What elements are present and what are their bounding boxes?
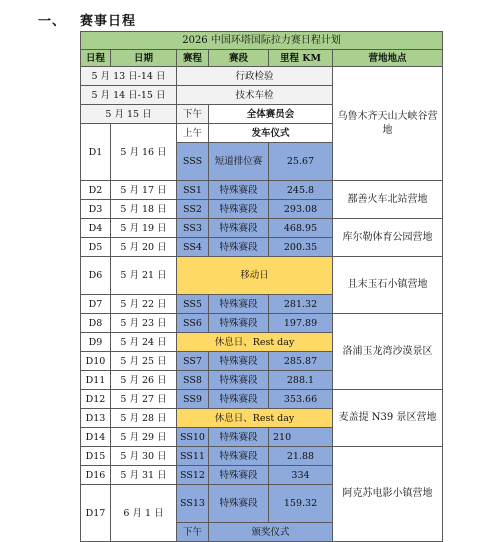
award-ceremony-cell: 颁奖仪式 xyxy=(209,523,333,542)
stage-cell: SSS xyxy=(177,143,209,181)
move-day-cell: 移动日 xyxy=(177,257,333,295)
event-cell: 全体赛员会 xyxy=(209,105,333,124)
km-cell: 21.88 xyxy=(269,447,333,466)
day-cell: D13 xyxy=(81,409,111,428)
km-cell: 200.35 xyxy=(269,238,333,257)
km-cell: 25.67 xyxy=(269,143,333,181)
camp-cell: 且末玉石小镇营地 xyxy=(333,257,443,314)
camp-cell: 库尔勒体育公园营地 xyxy=(333,219,443,257)
type-cell: 特殊赛段 xyxy=(209,295,269,314)
type-cell: 短道排位赛 xyxy=(209,143,269,181)
km-cell: 197.89 xyxy=(269,314,333,333)
section-number: 一、 xyxy=(38,14,67,29)
date-cell: 5 月 30 日 xyxy=(111,447,177,466)
camp-cell: 洛浦玉龙湾沙漠景区 xyxy=(333,314,443,390)
type-cell: 特殊赛段 xyxy=(209,352,269,371)
day-cell: D14 xyxy=(81,428,111,447)
date-cell: 5 月 21 日 xyxy=(111,257,177,295)
stage-cell: SS1 xyxy=(177,181,209,200)
date-cell: 5 月 18 日 xyxy=(111,200,177,219)
stage-cell: SS8 xyxy=(177,371,209,390)
type-cell: 特殊赛段 xyxy=(209,200,269,219)
col-header-camp: 营地地点 xyxy=(333,50,443,67)
type-cell: 特殊赛段 xyxy=(209,485,269,523)
stage-cell: SS5 xyxy=(177,295,209,314)
col-header-km: 里程 KM xyxy=(269,50,333,67)
table-header-row xyxy=(81,50,443,67)
date-cell: 5 月 27 日 xyxy=(111,390,177,409)
col-header-date: 日期 xyxy=(111,50,177,67)
stage-cell: SS2 xyxy=(177,200,209,219)
table-row xyxy=(81,257,443,276)
day-cell: D8 xyxy=(81,314,111,333)
table-row xyxy=(81,181,443,200)
time-cell: 下午 xyxy=(177,523,209,542)
col-header-day: 日程 xyxy=(81,50,111,67)
day-cell: D7 xyxy=(81,295,111,314)
event-cell: 技术车检 xyxy=(177,86,333,105)
date-cell: 5 月 26 日 xyxy=(111,371,177,390)
date-cell: 5 月 24 日 xyxy=(111,333,177,352)
day-cell: D15 xyxy=(81,447,111,466)
date-cell: 5 月 15 日 xyxy=(81,105,177,124)
type-cell: 特殊赛段 xyxy=(209,390,269,409)
day-cell: D12 xyxy=(81,390,111,409)
km-cell: 281.32 xyxy=(269,295,333,314)
day-cell: D2 xyxy=(81,181,111,200)
table-row xyxy=(81,67,443,86)
type-cell: 特殊赛段 xyxy=(209,466,269,485)
date-cell: 5 月 28 日 xyxy=(111,409,177,428)
km-cell: 293.08 xyxy=(269,200,333,219)
type-cell: 特殊赛段 xyxy=(209,238,269,257)
camp-cell: 乌鲁木齐天山大峡谷营地 xyxy=(333,67,443,181)
camp-cell: 阿克苏电影小镇营地 xyxy=(333,447,443,542)
date-cell: 5 月 22 日 xyxy=(111,295,177,314)
type-cell: 特殊赛段 xyxy=(209,219,269,238)
km-cell: 159.32 xyxy=(269,485,333,523)
day-cell: D16 xyxy=(81,466,111,485)
rest-day-cell: 休息日、Rest day xyxy=(177,333,333,352)
type-cell: 特殊赛段 xyxy=(209,314,269,333)
date-cell: 5 月 29 日 xyxy=(111,428,177,447)
type-cell: 特殊赛段 xyxy=(209,428,269,447)
date-cell: 5 月 20 日 xyxy=(111,238,177,257)
km-cell: 285.87 xyxy=(269,352,333,371)
day-cell: D9 xyxy=(81,333,111,352)
day-cell: D1 xyxy=(81,124,111,181)
section-title: 赛事日程 xyxy=(80,14,137,29)
km-cell: 245.8 xyxy=(269,181,333,200)
time-cell: 上午 xyxy=(177,124,209,143)
time-cell: 下午 xyxy=(177,105,209,124)
event-cell: 发车仪式 xyxy=(209,124,333,143)
day-cell: D10 xyxy=(81,352,111,371)
stage-cell: SS7 xyxy=(177,352,209,371)
camp-cell: 麦盖提 N39 景区营地 xyxy=(333,390,443,447)
day-cell: D4 xyxy=(81,219,111,238)
date-cell: 5 月 13 日-14 日 xyxy=(81,67,177,86)
km-cell: 468.95 xyxy=(269,219,333,238)
date-cell: 5 月 19 日 xyxy=(111,219,177,238)
stage-cell: SS3 xyxy=(177,219,209,238)
col-header-stage: 赛段 xyxy=(209,50,269,67)
table-row xyxy=(81,390,443,409)
table-title: 2026 中国环塔国际拉力赛日程计划 xyxy=(81,32,443,50)
km-cell: 334 xyxy=(269,466,333,485)
day-cell: D6 xyxy=(81,257,111,295)
stage-cell: SS10 xyxy=(177,428,209,447)
date-cell: 5 月 25 日 xyxy=(111,352,177,371)
date-cell: 5 月 17 日 xyxy=(111,181,177,200)
stage-cell: SS12 xyxy=(177,466,209,485)
table-row xyxy=(81,314,443,333)
type-cell: 特殊赛段 xyxy=(209,371,269,390)
day-cell: D5 xyxy=(81,238,111,257)
rest-day-cell: 休息日、Rest day xyxy=(177,409,333,428)
stage-cell: SS6 xyxy=(177,314,209,333)
km-cell: 288.1 xyxy=(269,371,333,390)
schedule-table xyxy=(80,31,443,542)
date-cell: 6 月 1 日 xyxy=(111,485,177,542)
stage-cell: SS13 xyxy=(177,485,209,523)
table-row xyxy=(81,219,443,238)
date-cell: 5 月 14 日-15 日 xyxy=(81,86,177,105)
date-cell: 5 月 31 日 xyxy=(111,466,177,485)
camp-cell: 鄯善火车北站营地 xyxy=(333,181,443,219)
type-cell: 特殊赛段 xyxy=(209,181,269,200)
table-row xyxy=(81,447,443,466)
km-cell: 210 xyxy=(269,428,333,447)
type-cell: 特殊赛段 xyxy=(209,447,269,466)
date-cell: 5 月 23 日 xyxy=(111,314,177,333)
stage-cell: SS4 xyxy=(177,238,209,257)
stage-cell: SS11 xyxy=(177,447,209,466)
table-title-row xyxy=(81,32,443,50)
km-cell: 353.66 xyxy=(269,390,333,409)
date-cell: 5 月 16 日 xyxy=(111,124,177,181)
day-cell: D17 xyxy=(81,485,111,542)
day-cell: D3 xyxy=(81,200,111,219)
day-cell: D11 xyxy=(81,371,111,390)
event-cell: 行政检验 xyxy=(177,67,333,86)
stage-cell: SS9 xyxy=(177,390,209,409)
section-heading xyxy=(38,10,136,29)
col-header-schedule: 赛程 xyxy=(177,50,209,67)
